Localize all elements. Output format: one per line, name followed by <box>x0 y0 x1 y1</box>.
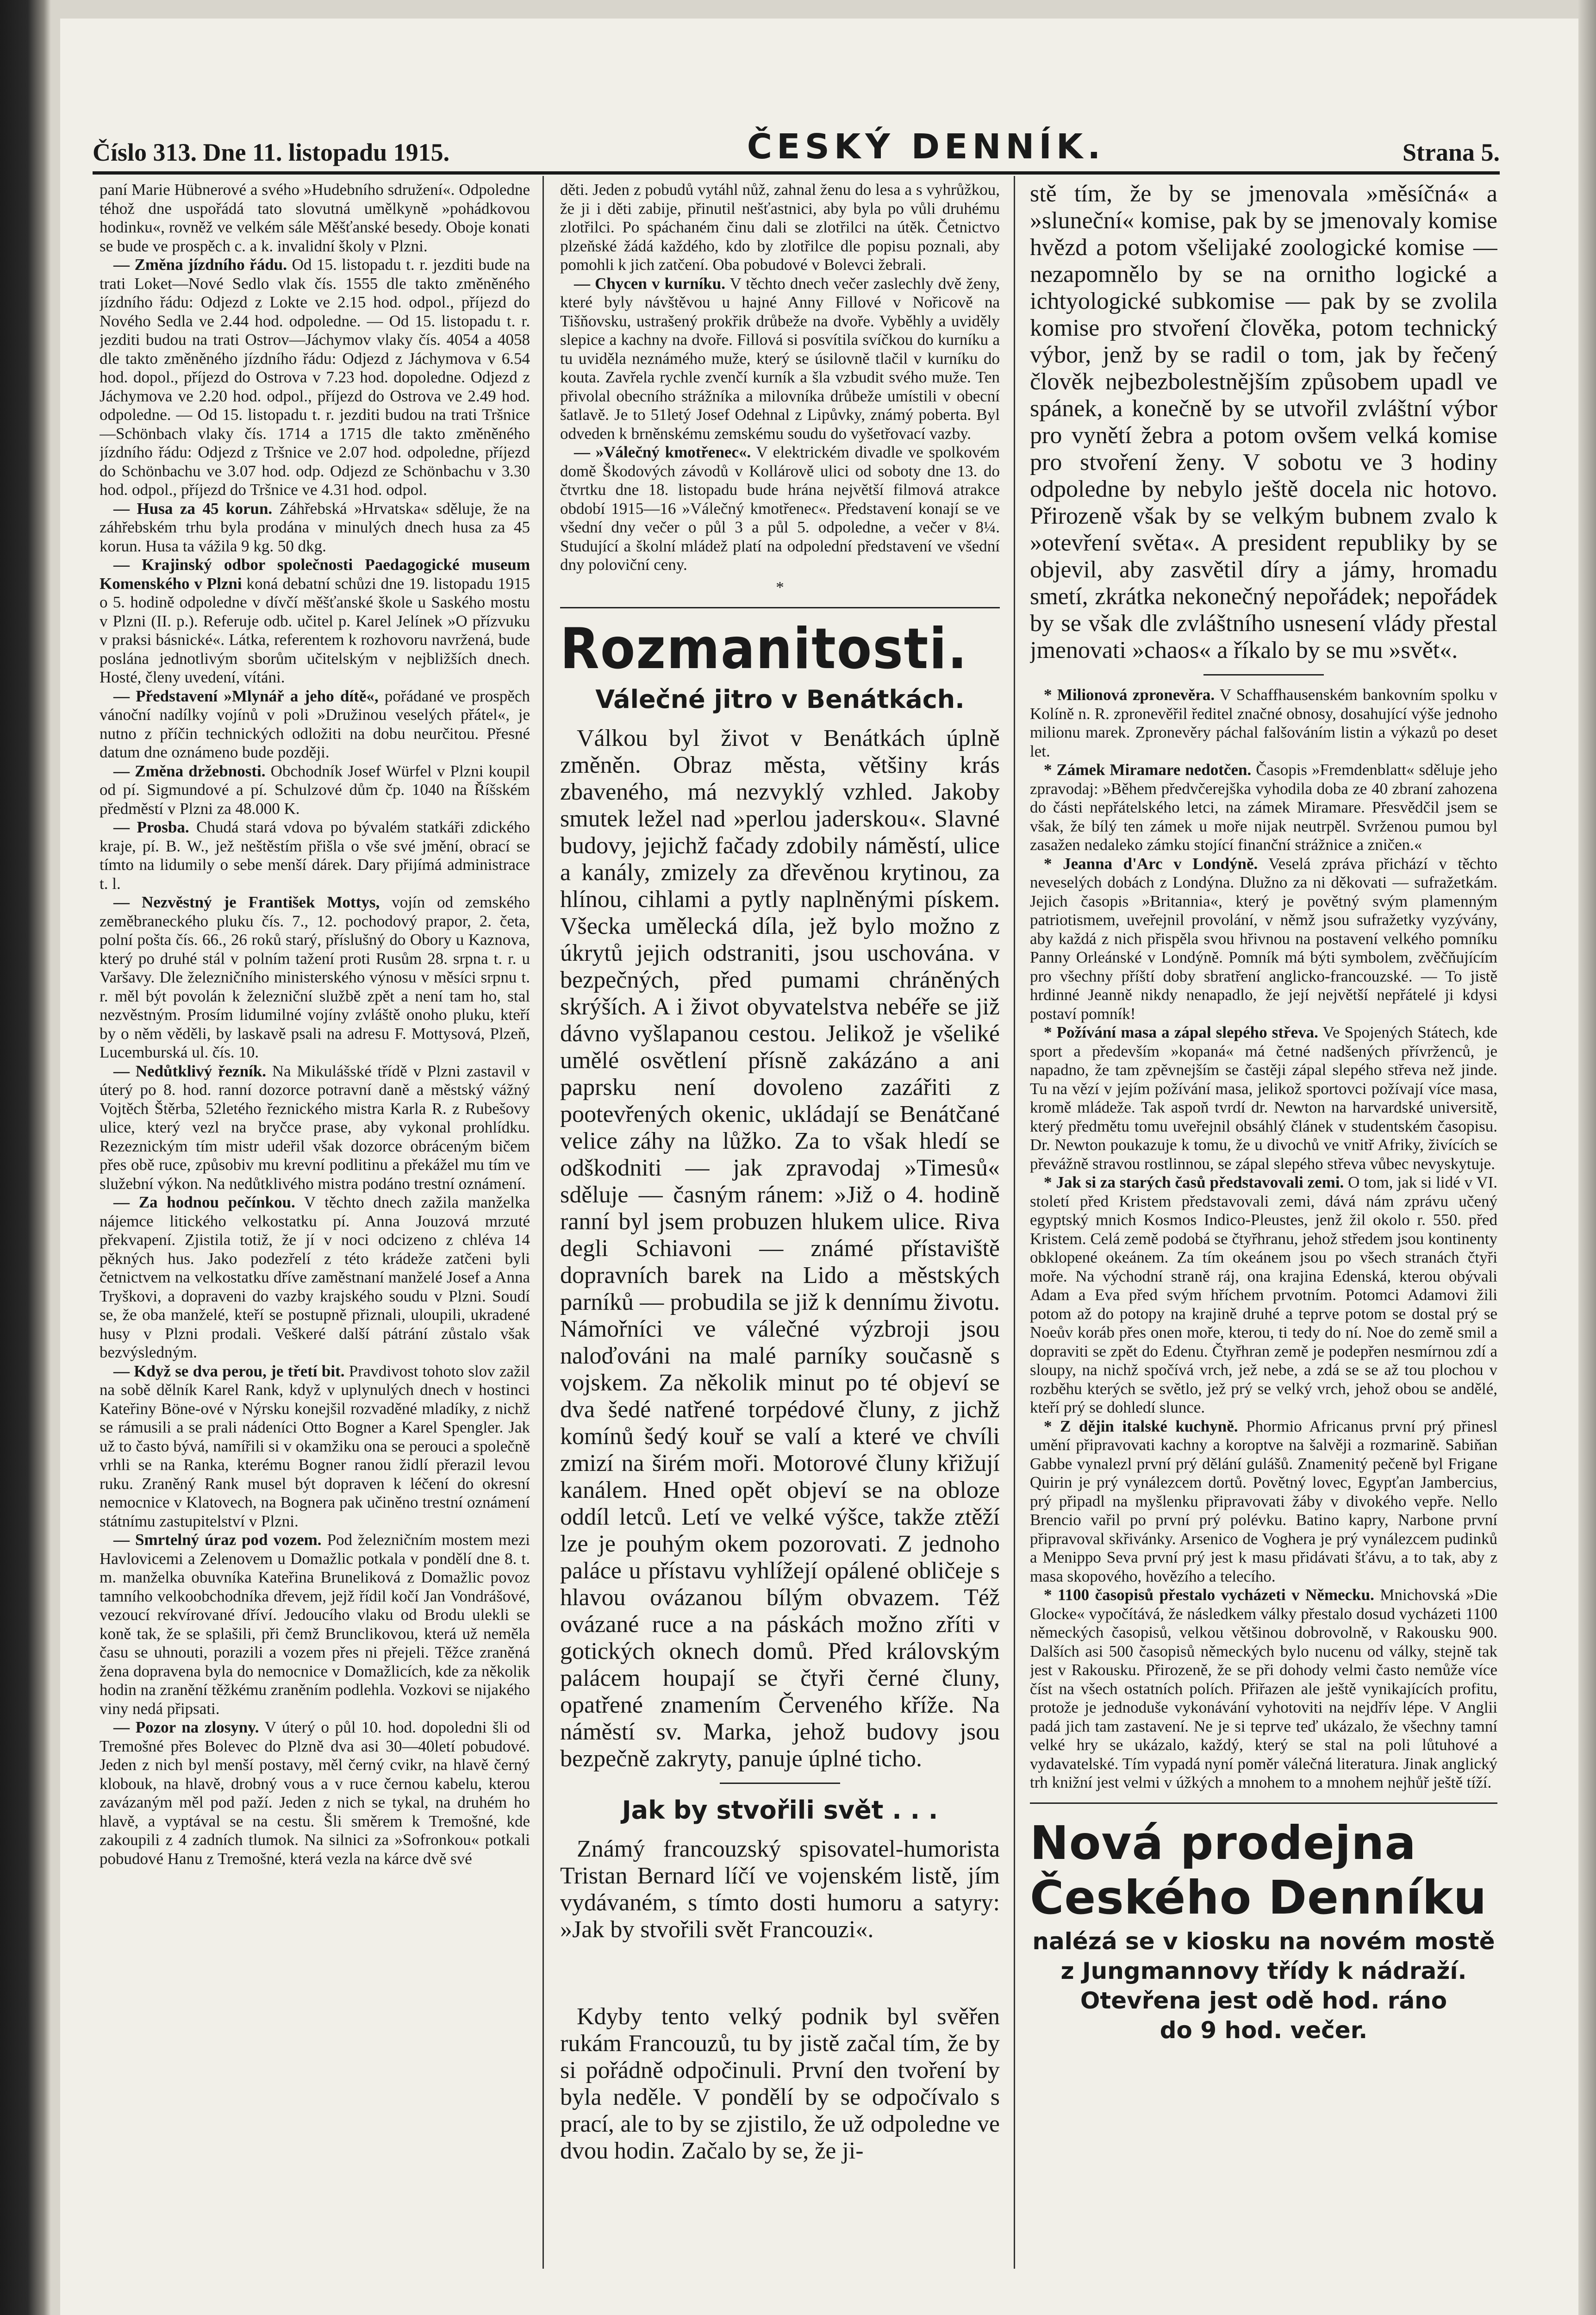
issue-date: Číslo 313. Dne 11. listopadu 1915. <box>93 138 450 166</box>
advert-line: do 9 hod. večer. <box>1160 2016 1368 2044</box>
separator <box>720 1783 840 1784</box>
news-item <box>100 893 530 1062</box>
news-item-heading: — Pozor na zlosyny. <box>113 1718 259 1736</box>
news-item <box>100 1531 530 1718</box>
news-item <box>100 1718 530 1868</box>
news-item-heading: — Když se dva perou, je třetí bit. <box>113 1362 345 1380</box>
news-item <box>560 181 1000 275</box>
news-item-text: pořádané ve prospěch vánoční nadílky vojínů v poli »Družinou veselých přátel«, je nutno z příčin technických odložiti na dobu neurčitou. Přesné datum dne oznámeno bude později. <box>100 687 530 761</box>
news-item-text: vojín od zemského zeměbraneckého pluku čís. 7., 12. pochodový prapor, 2. četa, polní pošta čís. 66., 26 roků starý, příslušný do Obory u Kaznova, který po druhé stál v polním tažení proti Rusům 28. srpna t. r. u Varšavy. Dle železničního ministerského výnosu v měsíci srpnu t. r. měl být povolán k železniční službě zpět a není tam ho, stal nezvěstným. Prosím lidumilné vojíny zvláště onoho pluku, kteří by o něm věděli, by laskavě psali na adresu F. Mottysová, Plzeň, Lucemburská ul. čís. 10. <box>100 893 530 1061</box>
news-item-heading: * Jeanna d'Arc v Londýně. <box>1044 854 1258 873</box>
news-item <box>100 256 530 500</box>
news-item-text: V těchto dnech zažila manželka nájemce litického velkostatku pí. Anna Jouzová mrzuté překvapení. Zjistila totiž, že jí v noci odcizeno z chléva 14 pěkných hus. Jako podezřelí z této krádeže zatčeni byli četnictvem na velkostatku dříve zaměstnaní manželé Josef a Anna Tryškovi, a dopraveni do vazby krajského soudu v Plzni. Soudí se, že oba manželé, kteří se postupně přiznali, uloupili, ukradené husy v Plzni prodali. Veškeré další pátrání zůstalo však bezvýsledným. <box>100 1193 530 1361</box>
page-number: Strana 5. <box>1402 138 1500 166</box>
section-star: * <box>776 578 784 596</box>
paragraph: stě tím, že by se jmenovala »měsíčná« a »sluneční« komise, pak by se jmenovaly komise hvězd a potom všelijaké zoologické komise — nezapomnělo by se na ornitho logické a ichtyologické subkomise — pak by se zvolila komise pro stvoření člověka, potom technický výbor, jenž by se radil o tom, jak by řečený člověk nejbezbolestnějším způsobem upadl ve spánek, a konečně by se utvořil zvláštní výbor pro vynětí žebra a potom ovšem velká komise pro stvoření ženy. V sobotu ve 3 hodiny odpoledne by nebylo ještě docela nic hotovo. Přirozeně však by se velkým bubnem zvalo k »otevření světa«. A president republiky by se objevil, aby zasvětil díry a jámy, hromadu smetí, zkrátka nekonečný nepořádek; nepořádek by se však dle zvláštního usnesení vlády přestal jmenovati »chaos« a říkalo by se mu »svět«. <box>1030 181 1497 663</box>
news-item-text: Na Mikulášské třídě v Plzni zastavil v úterý po 8. hod. ranní dozorce potravní daně a městský vážný Vojtěch Štěrba, 52letého řeznického mistra Karla R. z Rubešovy ulice, který vezl na bryčce prase, aby vykonal prohlídku. Rezeznickým tím mistr udeřil však dozorce obráceným bičem přes obě ruce, způsobiv mu krevní podlitinu a překážel mu tím ve služební výkon. Na nedůtklivého mistra podáno trestní oznámení. <box>100 1062 530 1193</box>
news-item-heading: — »Válečný kmotřenec«. <box>574 443 751 461</box>
news-item-text: Veselá zpráva přichází v těchto neveselých dobách z Londýna. Dlužno za ni děkovati — sufražetkám. Jejich časopis »Britannia«, který je povětný svým plamenným patriotismem, uveřejnil provolání, v němž jsou sufražetky vyzývány, aby každá z nich přispěla svou hřivnou na postavení velkého pomníku Panny Orleánské v Londýně. Pomník má býti symbolem, zvěčňujícím pro všechny příští doby sbratření anglicko-francouzské. — To jistě hrdinné Jeanně nikdy nenapadlo, že její největší nepřátelé ji kdysi postaví pomník! <box>1030 854 1497 1023</box>
news-item-text: Obchodník Josef Würfel v Plzni koupil od pí. Sigmundové a pí. Schulzové dům čp. 1040 na Říšském předměstí v Plzni za 48.000 K. <box>100 762 530 818</box>
news-item-heading: — Krajinský odbor společnosti Paedagogické museum Komenského v Plzni <box>100 556 530 593</box>
news-item <box>100 556 530 687</box>
separator <box>1203 674 1324 676</box>
news-item-text: O tom, jak si lidé v VI. století před Kristem představovali zemi, dává nám zprávu učený egyptský mnich Kosmos Indico-Pleustes, jenž žil okolo r. 550. před Kristem. Celá země podobá se čtyřhranu, jehož středem jsou kontinenty obklopené okeánem. Za tím okeánem jsou po všech stranách čtyři moře. Na východní straně ráj, ona krajina Edenská, kterou obývali Adam a Eva před svým hříchem prvotním. Potomci Adamovi žili potom až do potopy na krajině druhé a teprve potom se dostal prý se Noeův koráb přes onen moře, kterou, ti tedy do ní. Noe do země smil a dopraviti se zpět do Edenu. Čtyřhran země je podepřen nesmírnou zdí a sloupy, na nichž spočívá vrch, jež nebe, a zdá se se až tou plochou v rozběhu kterých se světlo, jež prý se velký vrch, jehož obou se andělé, kteří prý se dohledí slunce. <box>1030 1173 1497 1416</box>
column-2 <box>560 181 1000 2273</box>
news-item <box>1030 1586 1497 1792</box>
news-item-text: koná debatní schůzi dne 19. listopadu 1915 o 5. hodině odpoledne v dívčí měšťanské škole u Saského mostu v Plzni (II. p.). Referuje odb. učitel p. Karel Jelínek »O přízvuku v praksi básnické«. Látka, referentem k rozhovoru navržená, bude poslána jednotlivým sborům učitelským v nejbližších dnech. Hosté, členy uvedení, vítáni. <box>100 574 530 686</box>
article-body-svet-continued <box>1030 181 1497 664</box>
news-item <box>1030 761 1497 855</box>
advert-line: nalézá se v kiosku na novém mostě <box>1032 1927 1495 1955</box>
news-item-text: V Schaffhausenském bankovním spolku v Kolíně n. R. zpronevěřil ředitel značné obnosy, dosahující výše jednoho milionu marek. Zpronevěry páchal falšováním listin a výkazů po deset let. <box>1030 686 1497 760</box>
news-item-text: Chudá stará vdova po bývalém statkáři zdického kraje, pí. B. W., jež neštěstím přišla o vše své jmění, obrací se tímto na lidumily o sebe menší dárek. Dary přijímá administrace t. l. <box>100 818 530 893</box>
news-item-heading: — Nezvěstný je František Mottys, <box>113 893 380 911</box>
news-item <box>1030 1417 1497 1586</box>
paragraph: Kdyby tento velký podnik byl svěřen rukám Francouzů, tu by jistě začal tím, že by si pořádně odpočinuli. První den tvoření by byla neděle. V pondělí by se odpočívalo s prací, ale to by se zjistilo, že už odpoledne ve dvou hodin. Začalo by se, že ji- <box>560 2003 1000 2164</box>
advert-title: Nová prodejna Českého Denníku <box>1030 1815 1487 1925</box>
news-item-heading: — Smrtelný úraz pod vozem. <box>113 1531 322 1549</box>
news-item-heading: * Milionová zpronevěra. <box>1044 686 1215 704</box>
article-title-benatky: Válečné jitro v Benátkách. <box>595 685 965 714</box>
news-item <box>1030 855 1497 1024</box>
separator <box>560 607 1000 608</box>
advert-line: Otevřena jest odě hod. ráno <box>1080 1987 1447 2014</box>
news-item-heading: — Prosba. <box>113 818 189 836</box>
news-item-text: Pod železničním mostem mezi Havlovicemi a Zelenovem u Domažlic potkala v pondělí dne 8. t. m. manželka obuvníka Kateřina Bruneliková z Domažlic povoz tamního velkoobchodníka dřevem, jejž řídil kočí Jan Vondrášové, vezoucí rekvírované dříví. Jedoucího vlaku od Brodu ulekli se koně tak, že se splašili, při čemž Brunclikovou, která už neměla času se uhnouti, porazili a vozem přes ni přejeli. Těžce zraněná žena dopravena byla do nemocnice v Domažlicích, kde za několik hodin na zranění těžkému zraněním podlehla. Vozkovi se nijakého viny nedá připsati. <box>100 1531 530 1718</box>
masthead: ČESKÝ DENNÍK. <box>747 127 1105 167</box>
news-item-text: Phormio Africanus první prý přinesl umění připravovati kachny a koroptve na šalvěji a rozmarině. Sabiňan Gabbe vynalezl první prý dělání gulášů. Znamenitý pečeně byl Frigane Quirin je prý vynálezcem dortů. Povětný lovec, Egypťan Jambercius, prý připadl na myšlenku připravovati žáby v divokého vepře. Nello Brencio vařil po první prý polévku. Batino kapry, Narbone první připravoval skřivánky. Arsenico de Voghera je prý vynálezcem pudinků a Menippo Seva první prý jest k masu přidávati šťávu, a to tak, aby z masa skopového, hovězího a telecího. <box>1030 1417 1497 1585</box>
column-3 <box>1030 181 1497 2273</box>
column-rule-2 <box>1014 176 1015 2269</box>
news-item-heading: — Změna jízdního řádu. <box>113 256 287 274</box>
news-item-text: Mnichovská »Die Glocke« vypočítává, že následkem války přestalo dosud vycházeti 1100 německých časopisů, velkou většinou dobrovolně, v Rakousku 900. Dalších asi 500 časopisů německých bylo nucenu od války, stejně tak jest v Rakousku. Přirozeně, že se při dohody velmi často nemůže více číst na všech ostatních polích. Přiřazen ale ještě vynikajících profitu, protože je jednoduše vykonávání vyhotoviti na nejdřív lépe. V Anglii padá jich tam zastavení. Ne je si teprve teď ukázalo, že všechny tamní velké hry se ukázalo, každý, který se stal na poli lůtuhové a vydavatelské. Tím vypadá nyní poměr válečná literatura. Jinak anglický trh knižní jest velmi v úžkých a mnohem to a mnohem nejhůř ještě tíží. <box>1030 1586 1497 1791</box>
news-item-heading: — Představení »Mlynář a jeho dítě«, <box>113 687 379 705</box>
news-item-heading: — Chycen v kurníku. <box>574 274 725 293</box>
article-body-benatky <box>560 725 1000 1772</box>
news-item-text: V úterý o půl 10. hod. dopoledni šli od Tremošné přes Bolevec do Plzně dva asi 30—40letí pobudové. Jeden z nich byl menší postavy, měl černý cvikr, na hlavě černý klobouk, na hlavě, drobný vous a v ruce černou kabelu, kterou zavázaným měl pod paží. Jeden z nich se tykal, na druhém ho hlavě, a vyptával se na cestu. Šli směrem k Tremošné, kde zakoupili z 4 zadních tlumok. Na silnici za »Sofronkou« potkali pobudové Hanu z Tremošné, která vezla na kárce dvě své <box>100 1718 530 1868</box>
news-item-heading: — Husa za 45 korun. <box>113 499 273 518</box>
column-3-news <box>1030 686 1497 1792</box>
news-item <box>560 275 1000 444</box>
article-body-svet <box>560 1836 1000 2165</box>
news-item-heading: * Z dějin italské kuchyně. <box>1044 1417 1238 1435</box>
news-item <box>1030 686 1497 761</box>
column-1 <box>100 181 530 2273</box>
news-item-text: Časopis »Fremdenblatt« sděluje jeho zpravodaj: »Během předvčerejška vyhodila doba ze 40 zbraní zahozena do části nepřátelského letci, na zámek Miramare. Přesvědčil jsem se však, že bílý ten zámek u moře nijak neutrpěl. Svrženou pumou byl zasažen nedaleko zámku stojící finanční strážnice a zničen.« <box>1030 761 1497 854</box>
news-item <box>100 687 530 762</box>
news-item <box>1030 1173 1497 1417</box>
news-item-heading: — Nedůtklivý řezník. <box>113 1062 266 1080</box>
news-item-text: paní Marie Hübnerové a svého »Hudebního sdružení«. Odpoledne téhož dne uspořádá tato slovutná umělkyně »pohádkovou hodinku«, rovněž ve velkém sále Měšťanské besedy. Oboje konati se bude ve prospěch c. a k. invalidní školy v Plzni. <box>100 181 530 255</box>
paragraph: Známý francouzský spisovatel-humorista Tristan Bernard líčí ve vojenském listě, jím vydávaném, s tímto dosti humoru a satyry: »Jak by stvořili svět Francouzi«. <box>560 1836 1000 1943</box>
scan-edge-right <box>1577 0 1596 2315</box>
news-item-heading: * Jak si za starých časů představovali zemi. <box>1044 1173 1344 1191</box>
news-item <box>100 762 530 819</box>
news-item-text: Ve Spojených Státech, kde sport a především »kopaná« má četné nadšených přívrženců, je napadno, že tam zpěvnejším se častěji zápal slepého střeva než jinde. Tu na vězí v jejím požívání masa, jelikož sportovci požívají více masa, kromě mládeže. Tak aspoň tvrdí dr. Newton na harvardské universitě, který předmětu tomu uveřejnil obsáhlý článek v studentském časopisu. Dr. Newton poukazuje k tomu, že u divochů ve vnitř Afriky, živících se převážně stravou rostlinnou, se zápal slepého střeva vůbec nevyskytuje. <box>1030 1023 1497 1173</box>
page-header <box>93 116 1500 175</box>
news-item <box>100 181 530 256</box>
news-item <box>100 1062 530 1194</box>
section-title-rozmanitosti: Rozmanitosti. <box>560 616 968 682</box>
separator <box>1030 1802 1497 1804</box>
news-item-heading: * Zámek Miramare nedotčen. <box>1044 761 1252 779</box>
column-2-news <box>560 181 1000 575</box>
paragraph: Válkou byl život v Benátkách úplně změněn. Obraz města, většiny krás zbaveného, má nezvyklý vzhled. Jakoby smutek ležel nad »perlou jaderskou«. Slavné budovy, jejichž fačady zdobily náměstí, ulice a kanály, zmizely za dřevěnou krytinou, za hlínou, cihlami a pytly naplněnými pískem. Všecka umělecká díla, jež bylo možno z úkrytů jejich odstraniti, jsou uschována. v bezpečných, před pumami chráněných skrýších. A i život obyvatelstva nebéře se již dávno vyšlapanou cestou. Jelikož je všeliké umělé osvětlení přísně zakázáno a ani paprsku není dovoleno zazářiti z pootevřených okenic, ukládají se Benátčané velice záhy na lůžko. Za to však hledí se odškodniti — jak zpravodaj »Timesů« sděluje — časným ránem: »Již o 4. hodině ranní byl jsem probuzen hlukem ulice. Riva degli Schiavoni — známé přístaviště dopravních barek na Lido a městských parníků — probudila se již k dennímu životu. Námořníci ve válečné výzbroji jsou naloďováni na malé parníky současně s vojskem. Za několik minut po té objeví se dva šedé natřené torpédové čluny, z jichž komínů šedý kouř se valí a které ve chvíli zmizí na širém moři. Motorové čluny křižují kanálem. Hned opět objeví se na obloze oddíl letců. Letí ve velké výšce, takže ztěží lze je pouhým okem pozorovati. Z jednoho paláce u přístavu vyhlížejí opálené obličeje s hlavou ovázanou bílým obvazem. Též ovázané ruce a na páskách možno zříti v gotických oknech domů. Před královským palácem houpají se čtyři černé čluny, opatřené znamením Červeného kříže. Na náměstí sv. Marka, jehož budovy jsou bezpečně zakryty, panuje úplné ticho. <box>560 725 1000 1772</box>
news-item <box>100 818 530 893</box>
scan-edge-left <box>0 0 51 2315</box>
news-item-text: děti. Jeden z pobudů vytáhl nůž, zahnal ženu do lesa a s vyhrůžkou, že ji i děti zabije, přinutil nešťastnici, aby byla po vůli druhému zlotřilci. Po spáchaném činu dali se zlotřilci na útěk. Četnictvo plzeňské žádá každého, kdo by zlotřilce dle popisu poznali, aby pomohli k jich zatčení. Oba pobudové v Bolevci žebrali. <box>560 181 1000 274</box>
news-item <box>100 1193 530 1362</box>
news-item <box>100 500 530 556</box>
news-item-heading: — Změna držebnosti. <box>113 762 266 780</box>
news-item-text: V elektrickém divadle ve spolkovém domě Škodových závodů v Kollárově ulici od soboty dne 13. do čtvrtku dne 18. listopadu bude hrána největší filmová atrakce období 1915—16 »Válečný kmotřenec«. Představení konají se ve všední dny večer o půl 3 a půl 5. odpoledne, a večer v 8¼. Studující a školní mládež platí na odpolední představení ve všední dny poloviční ceny. <box>560 443 1000 574</box>
news-item-text: Záhřebská »Hrvatska« sděluje, že na záhřebském trhu byla prodána v minulých dnech husa za 45 korun. Husa ta vážila 9 kg. 50 dkg. <box>100 499 530 555</box>
news-item-text: Pravdivost tohoto slov zažil na sobě dělník Karel Rank, když v uplynulých dnech v hostinci Kateřiny Böne-ové v Nýrsku konejšil rozvaděné mladíky, z nichž se rámusili a se prali nádeníci Otto Bogner a Karel Spengler. Jak už to často bývá, namířili si v okamžiku ona se perouci a společně vrhli se na Ranka, kterému Bogner ranou židlí přerazil levou ruku. Zraněný Rank musel být dopraven k léčení do okresní nemocnice v Klatovech, na Bognera pak učiněno trestní oznámení státnímu zastupitelství v Plzni. <box>100 1362 530 1530</box>
column-rule-1 <box>542 176 544 2269</box>
news-item <box>1030 1023 1497 1173</box>
news-item-text: Od 15. listopadu t. r. jezditi bude na trati Loket—Nové Sedlo vlak čís. 1555 dle takto změněného jízdního řádu: Odjezd z Lokte ve 2.15 hod. odpol., příjezd do Nového Sedla ve 2.44 hod. odpoledne. — Od 15. listopadu t. r. jezditi budou na trati Ostrov—Jáchymov vlaky čís. 4054 a 4058 dle takto změněného jízdního řádu: Odjezd z Jáchymova v 6.54 hod. dopol., příjezd do Ostrova v 7.23 hod. dopoledne. Odjezd z Jáchymova ve 2.20 hod. odpol., příjezd do Ostrova ve 2.49 hod. odpoledne. — Od 15. listopadu t. r. jezditi budou na trati Tršnice—Schönbach vlaky čís. 1714 a 1715 dle takto změněného jízdního řádu: Odjezd z Tršnice ve 2.07 hod. odpoledne, příjezd do Schönbachu ve 3.07 hod. odp. Odjezd ze Schönbachu v 3.30 hod. odpol., příjezd do Tršnice ve 4.31 hod. odpol. <box>100 256 530 499</box>
news-item-heading: * Požívání masa a zápal slepého střeva. <box>1044 1023 1318 1041</box>
advert-line: z Jungmannovy třídy k nádraží. <box>1060 1957 1467 1984</box>
news-item <box>100 1362 530 1531</box>
news-item-heading: — Za hodnou pečínkou. <box>113 1193 295 1211</box>
article-title-svet: Jak by stvořili svět . . . <box>622 1796 938 1825</box>
news-item-heading: * 1100 časopisů přestalo vycházeti v Německu. <box>1044 1586 1374 1604</box>
news-item-text: V těchto dnech večer zaslechly dvě ženy, které byly návštěvou u hajné Anny Fillové v Nořicově na Tišňovsku, ustrašený prokřik drůbeže na dvoře. Vyběhly a uviděly slepice a kachny na dvoře. Fillová si posvítila svíčkou do kurníku a tu uviděla neznámého muže, který se úsilovně tlačil v kurníku do kouta. Zavřela rychle zvenčí kurník a šla vzbudit svého muže. Ten přivolal obecního strážníka a milovníka drůbeže umístili v obecní šatlavě. Je to 51letý Josef Odehnal z Lipůvky, známý poberta. Byl odveden k brněnskému zemskému soudu do vyšetřovací vazby. <box>560 274 1000 443</box>
news-item <box>560 443 1000 575</box>
